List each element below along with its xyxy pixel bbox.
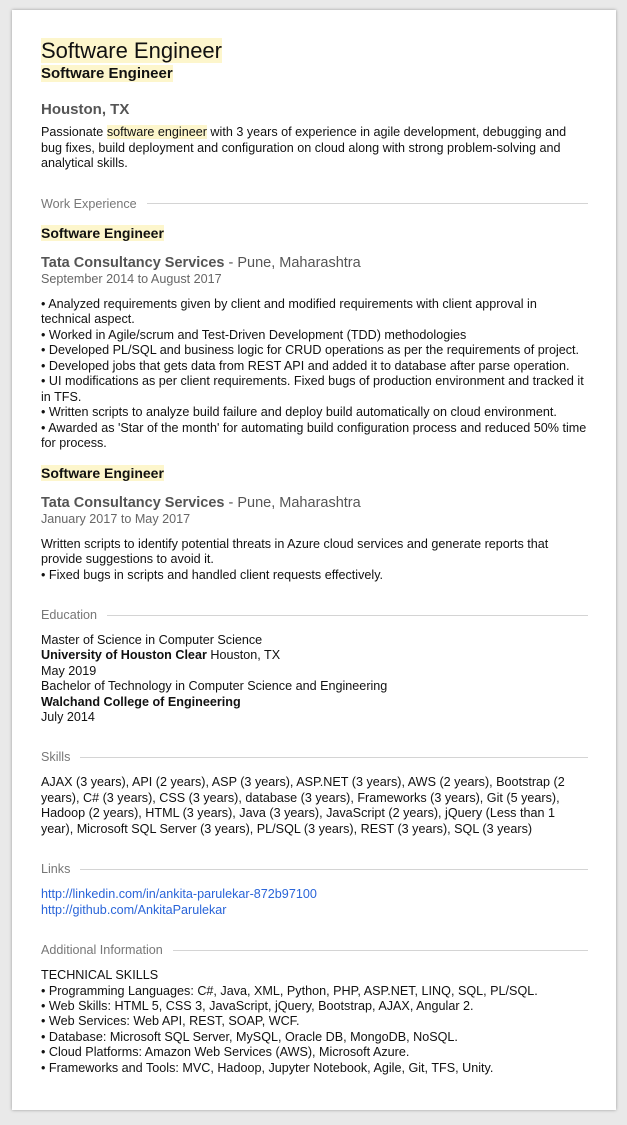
education-school-line — [41, 695, 588, 710]
resume-name — [41, 38, 588, 64]
section-divider — [80, 869, 588, 870]
section-divider — [107, 615, 588, 616]
summary-after: with 3 years of experience in agile development, debugging and bug fixes, build deployment and configuration on cloud along with strong problem-solving and analytical skills. — [41, 125, 567, 170]
job-title-highlight: Software Engineer — [41, 464, 164, 481]
education-list — [41, 633, 588, 725]
job-company: Tata Consultancy Services — [41, 254, 225, 271]
education-school: Walchand College of Engineering — [41, 694, 241, 709]
job-company: Tata Consultancy Services — [41, 494, 225, 511]
name-highlight: Software Engineer — [41, 38, 222, 63]
education-school-line — [41, 648, 588, 663]
headline-highlight: Software Engineer — [41, 65, 173, 82]
section-header-education — [41, 607, 588, 623]
github-link[interactable]: http://github.com/AnkitaParulekar — [41, 902, 227, 917]
job-description: Written scripts to identify potential threats in Azure cloud services and generate reports that provide suggestions to avoid it. • Fixed bugs in scripts and handled client requests effectively. — [41, 536, 549, 582]
job-title — [41, 224, 588, 242]
skills-list: AJAX (3 years), API (2 years), ASP (3 years), ASP.NET (3 years), AWS (2 years), Bootstrap (2 years), C# (3 years), CSS (3 years), database (3 years), Frameworks (3 years), Git (5 years), Hadoop (2 years), HTML (3 years), Java (3 years), JavaScript (2 years), jQuery (Less than 1 year), Microsoft SQL Server (3 years), PL/SQL (3 years), REST (3 years), SQL (3 years) — [41, 775, 565, 836]
resume-location: Houston, TX — [41, 101, 130, 118]
summary-before: Passionate — [41, 125, 107, 139]
section-header-links — [41, 861, 588, 877]
section-header-additional — [41, 942, 588, 958]
education-degree: Bachelor of Technology in Computer Science and Engineering — [41, 679, 388, 694]
section-divider — [147, 203, 588, 204]
job-location: - Pune, Maharashtra — [224, 254, 361, 271]
section-label: Education — [41, 608, 98, 622]
resume-headline — [41, 64, 588, 83]
education-school: University of Houston Clear — [41, 648, 207, 663]
resume-summary — [41, 125, 588, 172]
section-label: Additional Information — [41, 943, 163, 958]
education-location: Houston, TX — [206, 648, 281, 663]
job-company-line — [41, 255, 588, 272]
job-location: - Pune, Maharashtra — [224, 494, 361, 511]
section-header-skills — [41, 749, 588, 765]
section-divider — [173, 950, 588, 951]
job-entry — [41, 464, 588, 584]
job-company-line — [41, 495, 588, 512]
education-date: July 2014 — [41, 710, 95, 725]
job-title-highlight: Software Engineer — [41, 224, 164, 241]
summary-highlight: software engineer — [106, 125, 207, 139]
job-entry — [41, 224, 588, 452]
links-list — [41, 887, 588, 918]
job-title — [41, 464, 588, 482]
job-dates: January 2017 to May 2017 — [41, 511, 191, 526]
resume-page — [12, 10, 616, 1110]
education-degree: Master of Science in Computer Science — [41, 633, 263, 647]
education-date: May 2019 — [41, 663, 97, 678]
job-description: • Analyzed requirements given by client and modified requirements with client approval in technical aspect. • Worked in Agile/scrum and Test-Driven Development (TDD) methodologies • Developed PL/SQL and business logic for CRUD operations as per the requirements of project. • Developed jobs that gets data from REST API and added it to database after parse operation. • UI modifications as per client requirements. Fixed bugs of production environment and tracked it in TFS. • Written scripts to analyze build failure and deploy build automatically on cloud environment. • Awarded as 'Star of the month' for automating build configuration process and reduced 50% time for process. — [41, 296, 587, 450]
additional-information: TECHNICAL SKILLS • Programming Languages: C#, Java, XML, Python, PHP, ASP.NET, LINQ, SQL, PL/SQL. • Web Skills: HTML 5, CSS 3, JavaScript, jQuery, Bootstrap, AJAX, Angular 2. • Web Services: Web API, REST, SOAP, WCF. • Database: Microsoft SQL Server, MySQL, Oracle DB, MongoDB, NoSQL. • Cloud Platforms: Amazon Web Services (AWS), Microsoft Azure. • Frameworks and Tools: MVC, Hadoop, Jupyter Notebook, Agile, Git, TFS, Unity. — [41, 968, 538, 1075]
linkedin-link[interactable]: http://linkedin.com/in/ankita-parulekar-872b97100 — [41, 887, 317, 902]
job-dates: September 2014 to August 2017 — [41, 271, 222, 286]
section-label: Links — [41, 862, 71, 877]
section-label: Work Experience — [41, 196, 137, 211]
section-divider — [80, 757, 588, 758]
section-label: Skills — [41, 750, 71, 765]
section-header-work — [41, 196, 588, 212]
